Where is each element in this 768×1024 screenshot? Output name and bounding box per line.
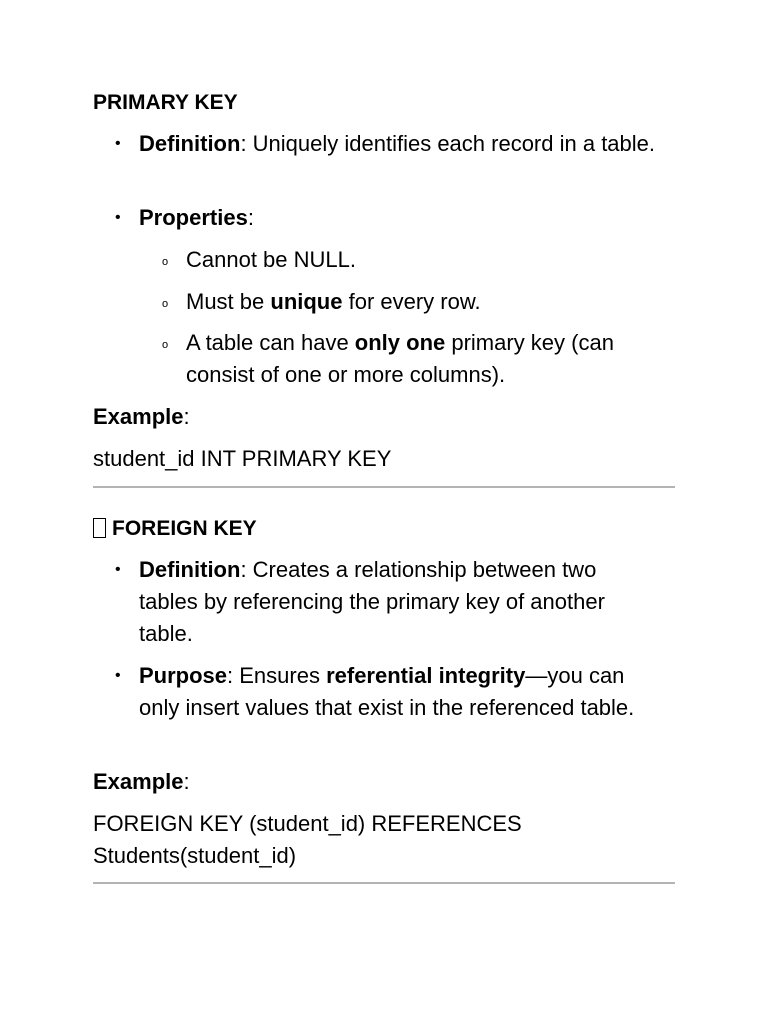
foreign-key-title: FOREIGN KEY bbox=[112, 517, 257, 540]
purpose-bold: referential integrity bbox=[326, 663, 526, 688]
bullet-icon: • bbox=[115, 135, 121, 152]
example-colon: : bbox=[183, 404, 190, 429]
primary-definition-text bbox=[139, 128, 659, 160]
foreign-key-heading bbox=[93, 515, 257, 543]
bullet-icon: • bbox=[115, 667, 121, 684]
example-label: Example bbox=[93, 769, 184, 794]
sub-bullet-icon: o bbox=[162, 298, 169, 310]
foreign-purpose-text bbox=[139, 660, 651, 724]
bullet-icon: • bbox=[115, 561, 121, 578]
purpose-post: —you can only insert values that exist in the referenced table. bbox=[139, 663, 635, 720]
property-text-post: primary key (can consist of one or more columns). bbox=[186, 330, 614, 387]
property-text-post: for every row. bbox=[342, 289, 481, 314]
property-text-pre: A table can have bbox=[186, 330, 355, 355]
bullet-icon: • bbox=[115, 209, 121, 226]
property-text-pre: Must be bbox=[186, 289, 271, 314]
sub-bullet-icon: o bbox=[162, 256, 169, 268]
definition-body: : Uniquely identifies each record in a table. bbox=[240, 131, 656, 156]
properties-colon: : bbox=[247, 205, 254, 230]
foreign-example-code: FOREIGN KEY (student_id) REFERENCES Students(student_id) bbox=[93, 811, 522, 868]
definition-label: Definition bbox=[139, 131, 241, 156]
property-text-bold: only one bbox=[354, 330, 446, 355]
foreign-definition-text bbox=[139, 554, 651, 650]
definition-label: Definition bbox=[139, 557, 241, 582]
properties-label: Properties bbox=[139, 205, 248, 230]
primary-example-label bbox=[93, 401, 675, 433]
definition-body: : Creates a relationship between two tables by referencing the primary key of another table. bbox=[139, 557, 605, 646]
example-colon: : bbox=[183, 769, 190, 794]
purpose-pre: : Ensures bbox=[227, 663, 327, 688]
primary-example-code: student_id INT PRIMARY KEY bbox=[93, 446, 392, 471]
example-label: Example bbox=[93, 404, 184, 429]
section-divider bbox=[93, 486, 675, 488]
missing-glyph-box-icon bbox=[93, 518, 106, 538]
primary-properties-text bbox=[139, 202, 659, 234]
primary-key-heading: PRIMARY KEY bbox=[93, 91, 238, 114]
foreign-example-label bbox=[93, 766, 675, 798]
property-text bbox=[186, 286, 656, 318]
property-text bbox=[186, 327, 656, 391]
sub-bullet-icon: o bbox=[162, 339, 169, 351]
property-text: Cannot be NULL. bbox=[186, 247, 356, 272]
purpose-label: Purpose bbox=[139, 663, 228, 688]
property-text-bold: unique bbox=[270, 289, 343, 314]
section-divider bbox=[93, 882, 675, 884]
